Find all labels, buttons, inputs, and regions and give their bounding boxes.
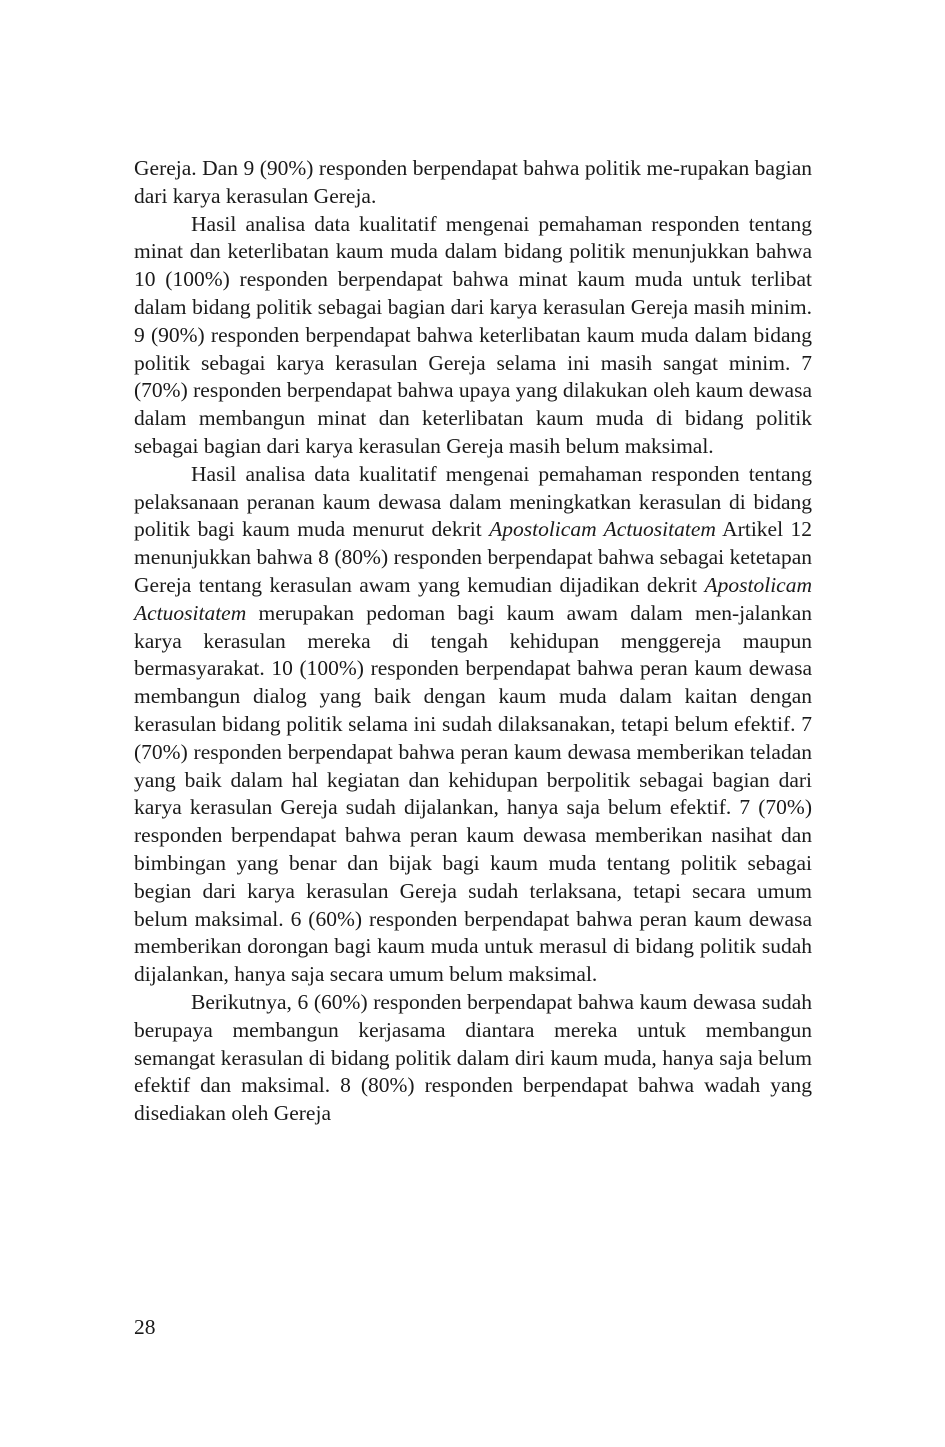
text-run: Gereja. Dan 9 (90%) responden berpendapat bahwa politik me-rupakan bagian dari karya kerasulan Gereja.: [134, 156, 812, 208]
page-body: [134, 155, 812, 1128]
body-paragraph: [134, 211, 812, 461]
body-paragraph: [134, 155, 812, 211]
page-number: 28: [134, 1315, 156, 1339]
text-run: Berikutnya, 6 (60%) responden berpendapat bahwa kaum dewasa sudah berupaya membangun kerjasama diantara mereka untuk membangun semangat kerasulan di bidang politik dalam diri kaum muda, hanya saja belum efektif dan maksimal. 8 (80%) responden berpendapat bahwa wadah yang disediakan oleh Gereja: [134, 989, 812, 1126]
text-run: Hasil analisa data kualitatif mengenai pemahaman responden tentang minat dan keterlibatan kaum muda dalam bidang politik menunjukkan bahwa 10 (100%) responden berpendapat bahwa minat kaum muda untuk terlibat dalam bidang politik sebagai bagian dari karya kerasulan Gereja masih minim. 9 (90%) responden berpendapat bahwa keterlibatan kaum muda dalam bidang politik sebagai karya kerasulan Gereja selama ini masih sangat minim. 7 (70%) responden berpendapat bahwa upaya yang dilakukan oleh kaum dewasa dalam membangun minat dan keterlibatan kaum muda di bidang politik sebagai bagian dari karya kerasulan Gereja masih belum maksimal.: [134, 211, 812, 458]
text-run: Hasil analisa data kualitatif mengenai pemahaman responden tentang pelaksanaan peranan kaum dewasa dalam meningkatkan kerasulan di bidang politik bagi kaum muda menurut dekrit: [134, 461, 812, 542]
body-paragraph: [134, 461, 812, 989]
text-run: merupakan pedoman bagi kaum awam dalam men-jalankan karya kerasulan mereka di tengah kehidupan menggereja maupun bermasyarakat. 10 (100%) responden berpendapat bahwa peran kaum dewasa membangun dialog yang baik dengan kaum muda dalam kaitan dengan kerasulan bidang politik selama ini sudah dilaksanakan, tetapi belum efektif. 7 (70%) responden berpendapat bahwa peran kaum dewasa memberikan teladan yang baik dalam hal kegiatan dan kehidupan berpolitik sebagai bagian dari karya kerasulan Gereja sudah dijalankan, hanya saja belum efektif. 7 (70%) responden berpendapat bahwa peran kaum dewasa memberikan nasihat dan bimbingan yang benar dan bijak bagi kaum muda tentang politik sebagai begian dari karya kerasulan Gereja sudah terlaksana, tetapi secara umum belum maksimal. 6 (60%) responden berpendapat bahwa peran kaum dewasa memberikan dorongan bagi kaum muda untuk merasul di bidang politik sudah dijalankan, hanya saja secara umum belum maksimal.: [134, 600, 812, 987]
body-paragraph: [134, 989, 812, 1128]
italic-term: Apostolicam Actuositatem: [134, 572, 812, 625]
italic-term: Apostolicam Actuositatem: [489, 517, 716, 542]
text-run: Artikel 12 menunjukkan bahwa 8 (80%) responden berpendapat bahwa sebagai ketetapan Gereja tentang kerasulan awam yang kemudian dijadikan dekrit: [134, 517, 812, 597]
